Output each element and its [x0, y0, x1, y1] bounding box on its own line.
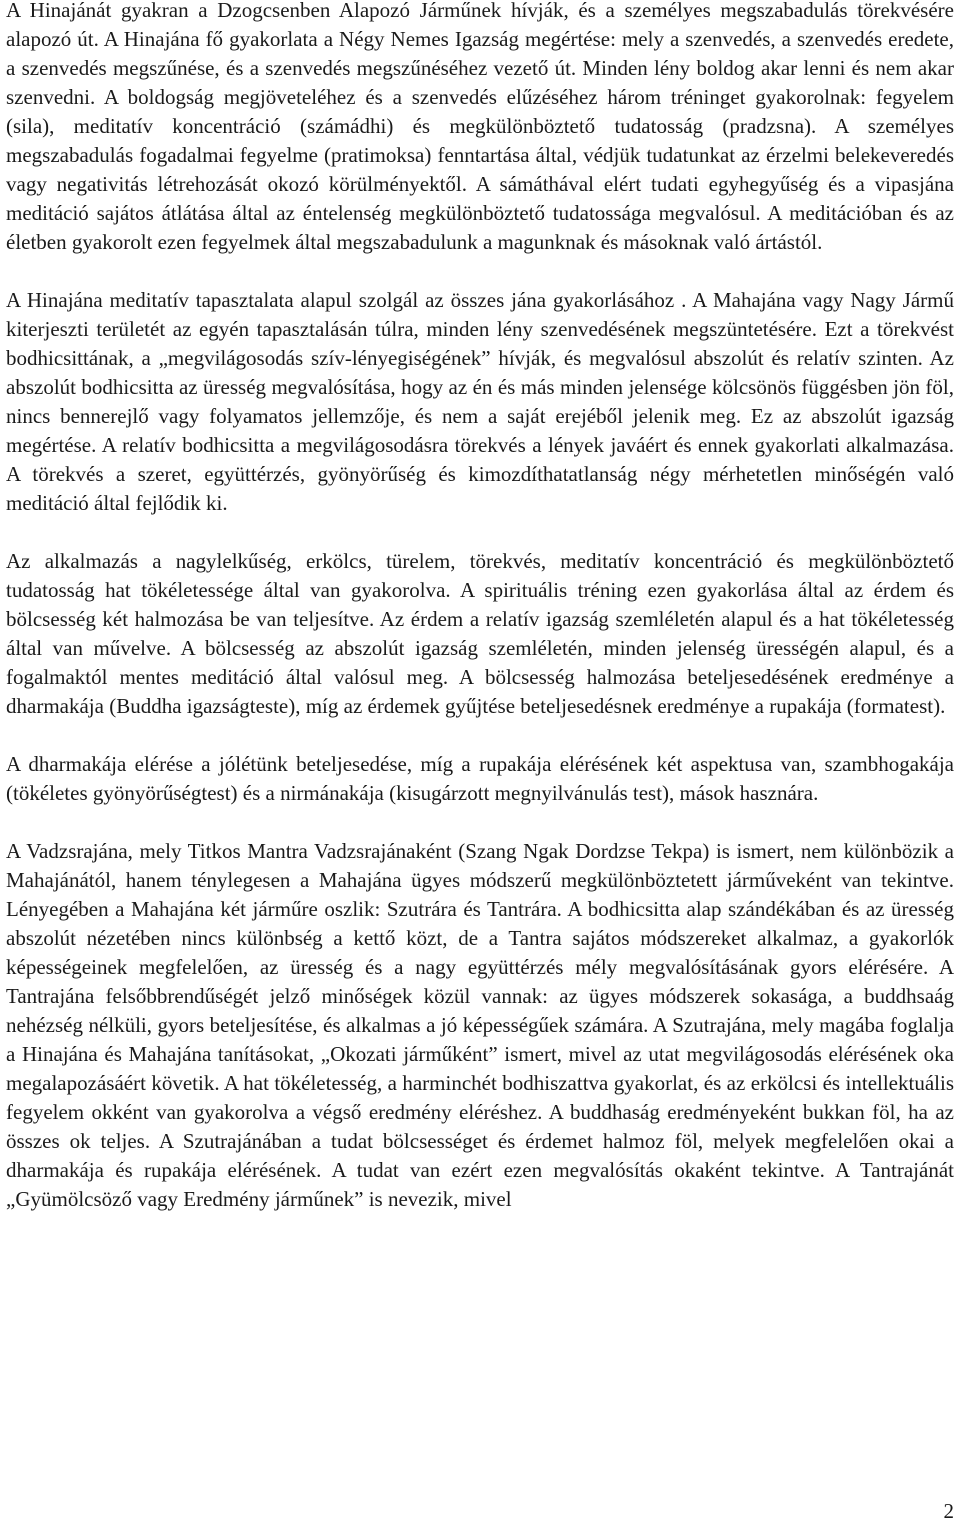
paragraph-vajrayana: A Vadzsrajána, mely Titkos Mantra Vadzsrajánaként (Szang Ngak Dordzse Tekpa) is ismert, nem különbözik a Mahajánától, hanem ténylegesen a Mahajána ügyes módszerű megkülönböztetett járműveként van tekintve. Lényegében a Mahajána két járműre oszlik: Szutrára és Tantrára. A bodhicsitta alap szándékában és az üresség abszolút nézetében nincs különbség a kettő közt, de a Tantra sajátos módszereket alkalmaz, a gyakorlók képességeinek megfelelően, az üresség és a nagy együttérzés mély megvalósításának gyors elérésére. A Tantrajána felsőbbrendűségét jelző minőségek közül vannak: az ügyes módszerek sokasága, a buddhsaág nehézség nélküli, gyors beteljesítése, és alkalmas a jó képességűek számára. A Szutrajána, mely magába foglalja a Hinajána és Mahajána tanításokat, „Okozati járműként” ismert, mivel az utat megvilágosodás elérésének oka megalapozásáért követik. A hat tökéletesség, a harminchét bodhiszattva gyakorlat, és az erkölcsi és intellektuális fegyelem okként van gyakorolva a végső eredmény eléréshez. A buddhaság eredményeként bukkan föl, ha az összes ok teljes. A Szutrajánában a tudat bölcsességet és érdemet halmoz föl, melyek megfelelően okai a dharmakája és rupakája elérésének. A tudat van ezért ezen megvalósítás okaként tekintve. A Tantrajánát „Gyümölcsöző vagy Eredmény járműnek” is nevezik, mivel — [6, 839, 954, 1211]
document-body — [6, 0, 954, 1243]
paragraph-six-perfections: Az alkalmazás a nagylelkűség, erkölcs, türelem, törekvés, meditatív koncentráció és megkülönböztető tudatosság hat tökéletessége által van gyakorolva. A spirituális tréning ezen gyakorlása által az érdem és bölcsesség két halmozása be van teljesítve. Az érdem a relatív igazság szemléletén alapul és a hat tökéletesség által van művelve. A bölcsesség az abszolút igazság szemléletén, minden jelenség ürességén alapul, és a fogalmaktól mentes meditáció által valósul meg. A bölcsesség halmozása beteljesedésének eredménye a dharmakája (Buddha igazságteste), míg az érdemek gyűjtése beteljesedésnek eredménye a rupakája (formatest). — [6, 549, 954, 718]
paragraph-mahayana: A Hinajána meditatív tapasztalata alapul szolgál az összes jána gyakorlásához . A Mahajána vagy Nagy Jármű kiterjeszti területét az egyén tapasztalásán túlra, minden lény szenvedésének megszüntetésére. Ezt a törekvést bodhicsittának, a „megvilágosodás szív-lényegiségének” hívják, és megvalósul abszolút és relatív szinten. Az abszolút bodhicsitta az üresség megvalósítása, hogy az én és más minden jelensége kölcsönös függésben jön föl, nincs bennerejlő vagy folyamatos jellemzője, és nem a saját erejéből jelenik meg. Ez az abszolút igazság megértése. A relatív bodhicsitta a megvilágosodásra törekvés a lények javáért és ennek gyakorlati alkalmazása. A törekvés a szeret, együttérzés, gyönyörűség és kimozdíthatatlanság négy mérhetetlen minőségén való meditáció által fejlődik ki. — [6, 288, 954, 515]
page-number: 2 — [943, 1499, 954, 1523]
paragraph-hinayana: A Hinajánát gyakran a Dzogcsenben Alapozó Járműnek hívják, és a személyes megszabadulás törekvésére alapozó út. A Hinajána fő gyakorlata a Négy Nemes Igazság megértése: mely a szenvedés, a szenvedés eredete, a szenvedés megszűnése, és a szenvedés megszűnéséhez vezető út. Minden lény boldog akar lenni és nem akar szenvedni. A boldogság megjöveteléhez és a szenvedés elűzéséhez három tréninget gyakorolnak: fegyelem (sila), meditatív koncentráció (számádhi) és megkülönböztető tudatosság (pradzsna). A személyes megszabadulás fogadalmai fegyelme (pratimoksa) fenntartása által, védjük tudatunkat az érzelmi belekeveredés vagy negativitás létrehozását okozó körülményektől. A sámáthával elért tudati egyhegyűség és a vipasjána meditáció sajátos átlátása által az éntelenség megkülönböztető tudatossága megvalósul. A meditációban és az életben gyakorolt ezen fegyelmek által megszabadulunk a magunknak és másoknak való ártástól. — [6, 0, 954, 254]
paragraph-dharmakaya: A dharmakája elérése a jólétünk beteljesedése, míg a rupakája elérésének két aspektusa van, szambhogakája (tökéletes gyönyörűségtest) és a nirmánakája (kisugárzott megnyilvánulás test), mások hasznára. — [6, 752, 954, 805]
